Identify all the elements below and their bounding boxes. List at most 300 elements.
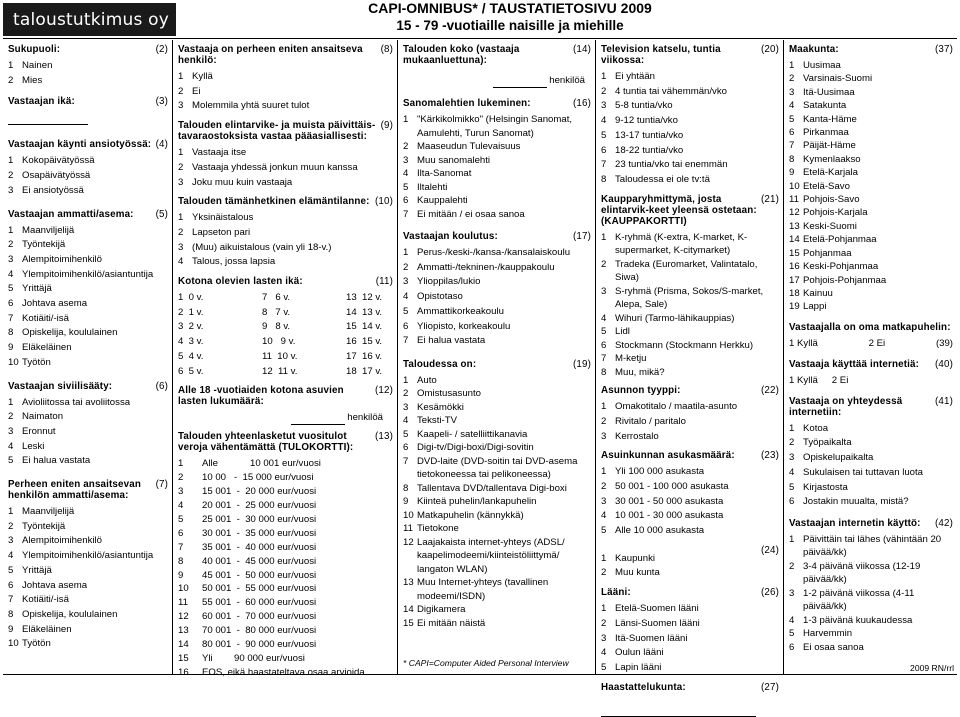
option-item[interactable] — [789, 220, 953, 233]
option-label: 3-4 päivänä viikossa (12-19 päivää/kk) — [803, 560, 921, 586]
option-label: 40 001 - 45 000 eur/vuosi — [202, 555, 317, 567]
option-code: 1 — [601, 466, 607, 478]
option-label: Tietokone — [417, 523, 459, 535]
option-item[interactable] — [789, 166, 953, 179]
option-item[interactable] — [8, 440, 168, 455]
option-item[interactable] — [789, 300, 953, 313]
option-item[interactable] — [8, 410, 168, 425]
option-item[interactable] — [789, 86, 953, 99]
option-item[interactable] — [8, 505, 168, 520]
option-code: 4 — [601, 115, 607, 127]
options-koulutus — [403, 246, 591, 349]
option-label: Leski — [22, 440, 45, 452]
option-item[interactable] — [8, 396, 168, 411]
child-age-option[interactable]: 17 16 v. — [346, 350, 383, 362]
option-item[interactable] — [601, 524, 779, 539]
option-label: Yliopisto, korkeakoulu — [417, 320, 511, 332]
option-code: 4 — [789, 614, 795, 626]
option-item[interactable] — [403, 374, 591, 388]
option-code: 4 — [601, 647, 607, 659]
child-age-option[interactable]: 3 2 v. — [178, 321, 204, 333]
option-item[interactable] — [8, 564, 168, 579]
option-item[interactable] — [8, 169, 168, 184]
option-item[interactable] — [789, 641, 953, 655]
option-item[interactable] — [789, 481, 953, 496]
option-code: 1 — [601, 603, 607, 615]
option-item[interactable] — [403, 455, 591, 482]
option-item[interactable] — [789, 72, 953, 85]
option-item[interactable] — [403, 576, 591, 603]
child-age-option[interactable]: 2 1 v. — [178, 306, 204, 318]
column-5 — [784, 40, 957, 674]
child-age-option[interactable]: 7 6 v. — [262, 292, 291, 304]
option-item[interactable] — [789, 139, 953, 152]
options-eniten-ansaitseva — [178, 70, 393, 114]
options-asukasmaara — [601, 465, 779, 539]
option-item[interactable] — [8, 224, 168, 239]
child-age-option[interactable]: 18 17 v. — [346, 365, 383, 377]
option-item[interactable] — [178, 70, 393, 85]
option-item[interactable] — [8, 154, 168, 169]
option-label: EOS, eikä haastateltava osaa arvioida — [202, 666, 365, 678]
option-label: Johtava asema — [22, 298, 88, 310]
option-item[interactable] — [403, 522, 591, 536]
option-item[interactable] — [601, 129, 779, 144]
option-label: Muu sanomalehti — [417, 154, 491, 166]
option-code: 3 — [8, 535, 14, 547]
income-option[interactable] — [178, 527, 393, 541]
child-age-option[interactable]: 12 11 v. — [262, 365, 298, 377]
child-age-option[interactable]: 5 4 v. — [178, 350, 204, 362]
q-sanomalehdet: Sanomalehtien lukeminen: (16) — [403, 98, 591, 109]
option-code: 7 — [178, 541, 184, 553]
option-item[interactable] — [8, 184, 168, 199]
option-code: 2 — [178, 161, 184, 173]
income-option[interactable] — [178, 638, 393, 652]
option-label: Satakunta — [803, 100, 847, 112]
option-code: 8 — [601, 366, 607, 378]
option-item[interactable] — [601, 602, 779, 617]
option-code: 1 — [178, 212, 184, 224]
option-code: 1 — [8, 155, 14, 167]
option-label: Pohjois-Karjala — [803, 207, 868, 219]
child-age-option[interactable]: 6 5 v. — [178, 365, 204, 377]
q-eniten: Perheen eniten ansaitsevan henkilön ammatti/asema: (7) — [8, 479, 168, 502]
option-label: Kaupunki — [615, 552, 656, 564]
child-age-option[interactable]: 1 0 v. — [178, 292, 204, 304]
option-item[interactable] — [601, 646, 779, 661]
option-code: 5 — [601, 326, 607, 338]
option-item[interactable] — [789, 247, 953, 260]
option-item[interactable] — [403, 387, 591, 401]
option-item[interactable] — [403, 320, 591, 335]
option-item[interactable] — [789, 287, 953, 300]
income-option[interactable] — [178, 485, 393, 499]
option-item[interactable] — [178, 226, 393, 241]
option-code: 2 — [601, 258, 607, 270]
option-code: 10 — [403, 509, 414, 521]
option-item[interactable] — [403, 441, 591, 455]
option-item[interactable] — [403, 509, 591, 523]
q-siviili: Vastaajan siviilisääty: (6) — [8, 380, 168, 392]
option-item[interactable] — [601, 632, 779, 647]
option-item[interactable] — [403, 428, 591, 442]
option-label: 30 001 - 35 000 eur/vuosi — [202, 527, 317, 539]
option-item[interactable] — [403, 401, 591, 415]
option-item[interactable] — [8, 549, 168, 564]
option-code: 3 — [403, 276, 409, 288]
option-item[interactable] — [403, 167, 591, 181]
option-item[interactable] — [8, 425, 168, 440]
option-code: 5 — [178, 513, 184, 525]
option-code: 1 — [789, 60, 795, 71]
income-option[interactable] — [178, 666, 393, 680]
option-item[interactable] — [601, 465, 779, 480]
child-age-option[interactable]: 9 8 v. — [262, 321, 291, 333]
option-code: 1 — [601, 401, 607, 413]
option-item[interactable] — [601, 339, 779, 353]
option-item[interactable] — [601, 480, 779, 495]
option-code: 7 — [403, 335, 409, 347]
income-option[interactable] — [178, 457, 393, 471]
q-alle18: Alle 18 -vuotiaiden kotona asuvien lasten lukumäärä: (12) — [178, 385, 393, 408]
option-code: 13 — [789, 220, 800, 232]
option-code: 1 — [8, 60, 14, 71]
internet-options — [789, 374, 953, 388]
q-kunta: (24) — [760, 544, 779, 556]
option-item[interactable] — [178, 255, 393, 270]
option-item[interactable] — [789, 260, 953, 273]
option-item[interactable] — [601, 144, 779, 159]
option-item[interactable] — [789, 495, 953, 510]
option-label: Eläkeläinen — [22, 623, 72, 635]
option-item[interactable] — [403, 414, 591, 428]
q-maakunta: Maakunta: (37) — [789, 44, 953, 55]
option-item[interactable] — [601, 312, 779, 326]
option-item[interactable] — [8, 637, 168, 652]
income-option[interactable] — [178, 541, 393, 555]
option-item[interactable] — [789, 113, 953, 126]
option-item[interactable] — [601, 173, 779, 188]
option-label: Päivittäin tai lähes (vähintään 20 päivää/kk) — [803, 533, 942, 559]
option-item[interactable] — [8, 268, 168, 283]
option-item[interactable] — [8, 238, 168, 253]
option-item[interactable] — [8, 356, 168, 371]
option-label: Tradeka (Euromarket, Valintatalo, Siwa) — [615, 258, 758, 284]
options-siviili — [8, 396, 168, 470]
option-label: Talous, jossa lapsia — [192, 256, 276, 268]
option-code: 15 — [403, 617, 414, 629]
option-item[interactable] — [789, 627, 953, 641]
option-item[interactable] — [178, 99, 393, 114]
option-code: 11 — [178, 597, 188, 609]
option-item[interactable] — [403, 208, 591, 222]
option-item[interactable] — [789, 180, 953, 193]
income-option[interactable] — [178, 624, 393, 638]
option-item[interactable] — [403, 334, 591, 349]
option-label: Pohjanmaa — [803, 247, 852, 259]
option-item[interactable] — [601, 415, 779, 430]
option-item[interactable] — [8, 623, 168, 638]
option-item[interactable] — [403, 603, 591, 617]
option-item[interactable] — [403, 140, 591, 154]
option-item[interactable] — [601, 325, 779, 339]
option-label: Työntekijä — [22, 239, 66, 251]
option-label: 23 tuntia/vko tai enemmän — [615, 159, 728, 171]
option-label: 50 001 - 55 000 eur/vuosi — [202, 583, 317, 595]
child-age-option[interactable]: 8 7 v. — [262, 306, 291, 318]
option-item[interactable] — [8, 534, 168, 549]
option-item[interactable] — [8, 579, 168, 594]
option-code: 5 — [789, 113, 795, 125]
option-code: 3 — [789, 587, 795, 599]
option-label: Kainuu — [803, 287, 833, 299]
options-eniten — [8, 505, 168, 652]
option-code: 5 — [601, 525, 607, 537]
option-code: 6 — [403, 195, 409, 206]
option-label: Eronnut — [22, 425, 56, 437]
option-item[interactable] — [8, 520, 168, 535]
option-code: 9 — [8, 623, 14, 635]
option-label: Kyllä — [192, 71, 213, 82]
option-item[interactable] — [403, 536, 591, 577]
option-code: 5 — [403, 428, 409, 440]
option-code: 15 — [789, 247, 800, 259]
internet-no[interactable]: 2 Ei — [831, 374, 849, 386]
child-age-option[interactable]: 11 10 v. — [262, 350, 298, 362]
option-code: 17 — [789, 274, 800, 286]
option-item[interactable] — [601, 85, 779, 100]
option-item[interactable] — [789, 153, 953, 166]
option-item[interactable] — [789, 587, 953, 614]
option-label: Ei halua vastata — [22, 455, 91, 467]
option-code: 3 — [178, 176, 184, 188]
income-option[interactable] — [178, 513, 393, 527]
option-label: Mies — [22, 74, 43, 86]
option-item[interactable] — [403, 275, 591, 290]
option-label: Taloudessa ei ole tv:tä — [615, 173, 710, 185]
option-item[interactable] — [601, 114, 779, 129]
child-age-option[interactable]: 10 9 v. — [262, 336, 296, 348]
option-item[interactable] — [8, 326, 168, 341]
option-item[interactable] — [403, 181, 591, 195]
option-code: 7 — [601, 159, 607, 171]
mobile-yes[interactable]: 1 Kyllä — [789, 337, 818, 349]
option-code: 7 — [8, 594, 14, 606]
option-item[interactable] — [8, 454, 168, 469]
option-item[interactable] — [601, 231, 779, 258]
income-option[interactable] — [178, 582, 393, 596]
option-code: 1 — [403, 247, 409, 258]
option-code: 9 — [8, 342, 14, 354]
option-label: Harvemmin — [803, 628, 853, 640]
income-option[interactable] — [178, 610, 393, 624]
option-item[interactable] — [601, 617, 779, 632]
option-code: 1 — [403, 114, 409, 125]
option-label: Iltalehti — [417, 181, 448, 193]
option-item[interactable] — [601, 366, 779, 380]
child-age-option[interactable]: 14 13 v. — [346, 306, 383, 318]
option-item[interactable] — [601, 495, 779, 510]
option-item[interactable] — [403, 246, 591, 261]
option-code: 8 — [403, 482, 409, 494]
option-label: Kymenlaakso — [803, 153, 861, 165]
option-label: Ylioppilas/lukio — [417, 276, 481, 288]
income-option[interactable] — [178, 569, 393, 583]
option-code: 3 — [8, 184, 14, 196]
option-label: Lappi — [803, 301, 827, 313]
option-code: 8 — [789, 153, 795, 165]
income-option[interactable] — [178, 555, 393, 569]
option-code: 3 — [601, 495, 607, 507]
option-item[interactable] — [789, 193, 953, 206]
option-code: 2 — [8, 520, 14, 532]
option-item[interactable] — [403, 154, 591, 168]
household-size-field[interactable]: henkilöä — [403, 74, 591, 88]
option-item[interactable] — [789, 206, 953, 219]
children-age-grid — [178, 291, 393, 379]
option-item[interactable] — [789, 533, 953, 560]
option-item[interactable] — [601, 258, 779, 285]
option-label: Pirkanmaa — [803, 127, 849, 139]
option-item[interactable] — [8, 59, 168, 74]
option-code: 1 — [601, 231, 607, 243]
internet-yes[interactable]: 1 Kyllä — [789, 374, 818, 386]
option-item[interactable] — [601, 430, 779, 445]
option-label: Vastaaja yhdessä jonkun muun kanssa — [192, 161, 358, 173]
option-label: 15 001 - 20 000 eur/vuosi — [202, 486, 317, 498]
option-item[interactable] — [178, 146, 393, 161]
option-item[interactable] — [601, 552, 779, 567]
option-item[interactable] — [403, 113, 591, 140]
child-age-option[interactable]: 13 12 v. — [346, 292, 383, 304]
option-label: Pohjois-Pohjanmaa — [803, 274, 887, 286]
income-option[interactable] — [178, 499, 393, 513]
income-option[interactable] — [178, 596, 393, 610]
option-item[interactable] — [601, 158, 779, 173]
option-item[interactable] — [403, 194, 591, 208]
option-code: 2 — [601, 85, 607, 97]
q-ammatti: Vastaajan ammatti/asema: (5) — [8, 208, 168, 220]
option-label: Kanta-Häme — [803, 113, 857, 125]
option-item[interactable] — [403, 261, 591, 276]
option-item[interactable] — [178, 211, 393, 226]
option-item[interactable] — [789, 59, 953, 72]
option-item[interactable] — [8, 608, 168, 623]
options-kunta — [601, 552, 779, 581]
option-item[interactable] — [403, 305, 591, 320]
option-label: Johtava asema — [22, 579, 88, 591]
option-code: 15 — [178, 652, 189, 664]
option-item[interactable] — [403, 617, 591, 631]
option-item[interactable] — [601, 70, 779, 85]
option-label: Länsi-Suomen lääni — [615, 617, 700, 629]
option-label: 10 001 - 30 000 asukasta — [615, 510, 724, 522]
option-item[interactable] — [789, 451, 953, 466]
option-label: 55 001 - 60 000 eur/vuosi — [202, 597, 317, 609]
q-lasten-ika: Kotona olevien lasten ikä: (11) — [178, 276, 393, 288]
option-code: 11 — [789, 194, 799, 206]
child-age-option[interactable]: 15 14 v. — [346, 321, 383, 333]
option-item[interactable] — [178, 176, 393, 191]
option-item[interactable] — [8, 593, 168, 608]
children-count-field[interactable]: henkilöä — [178, 411, 393, 425]
option-label: Naimaton — [22, 411, 64, 423]
column-4 — [596, 40, 784, 693]
form-code: 2009 RN/rrl — [910, 663, 954, 673]
option-code: 4 — [789, 466, 795, 478]
option-item[interactable] — [178, 241, 393, 256]
option-item[interactable] — [789, 560, 953, 587]
option-item[interactable] — [8, 312, 168, 327]
mobile-options — [789, 337, 953, 351]
option-item[interactable] — [601, 509, 779, 524]
option-label: 25 001 - 30 000 eur/vuosi — [202, 513, 317, 525]
option-label: Alle 10 000 asukasta — [615, 525, 705, 537]
option-code: 9 — [789, 167, 795, 179]
option-code: 1 — [789, 533, 795, 545]
option-item[interactable] — [789, 614, 953, 628]
option-item[interactable] — [601, 566, 779, 581]
option-item[interactable] — [8, 74, 168, 89]
child-age-option[interactable]: 4 3 v. — [178, 336, 204, 348]
option-code: 14 — [178, 639, 189, 651]
option-label: Maanviljelijä — [22, 506, 75, 518]
option-item[interactable] — [8, 282, 168, 297]
option-item[interactable] — [403, 482, 591, 496]
age-field[interactable] — [8, 111, 168, 125]
option-item[interactable] — [403, 495, 591, 509]
form-frame — [3, 38, 957, 693]
option-item[interactable] — [601, 99, 779, 114]
title-main: CAPI-OMNIBUS* / TAUSTATIETOSIVU 2009 — [368, 0, 652, 16]
option-item[interactable] — [8, 253, 168, 268]
option-label: (Muu) aikuistalous (vain yli 18-v.) — [192, 241, 332, 253]
option-item[interactable] — [789, 436, 953, 451]
option-code: 7 — [8, 312, 14, 324]
option-item[interactable] — [789, 422, 953, 437]
option-item[interactable] — [601, 352, 779, 366]
option-item[interactable] — [789, 99, 953, 112]
child-age-option[interactable]: 16 15 v. — [346, 336, 383, 348]
option-item[interactable] — [601, 661, 779, 676]
option-code: 2 — [601, 480, 607, 492]
option-item[interactable] — [8, 341, 168, 356]
option-item[interactable] — [789, 466, 953, 481]
option-item[interactable] — [789, 274, 953, 287]
option-label: Ei mitään näistä — [417, 617, 486, 629]
option-label: Tallentava DVD/tallentava Digi-boxi — [417, 482, 567, 494]
option-code: 7 — [789, 140, 795, 152]
option-item[interactable] — [601, 285, 779, 312]
option-item[interactable] — [789, 126, 953, 139]
option-item[interactable] — [8, 297, 168, 312]
option-code: 5 — [8, 283, 14, 295]
income-option[interactable] — [178, 652, 393, 666]
option-code: 5 — [789, 628, 795, 640]
option-label: Kirjastosta — [803, 481, 848, 493]
option-label: 50 001 - 100 000 asukasta — [615, 480, 729, 492]
option-item[interactable] — [789, 233, 953, 246]
option-item[interactable] — [178, 85, 393, 100]
option-item[interactable] — [601, 400, 779, 415]
interview-municipality-field[interactable] — [601, 703, 779, 717]
mobile-no[interactable]: 2 Ei — [868, 337, 886, 349]
option-item[interactable] — [403, 290, 591, 305]
option-item[interactable] — [178, 161, 393, 176]
option-label: Pohjois-Savo — [803, 194, 860, 206]
income-option[interactable] — [178, 471, 393, 485]
